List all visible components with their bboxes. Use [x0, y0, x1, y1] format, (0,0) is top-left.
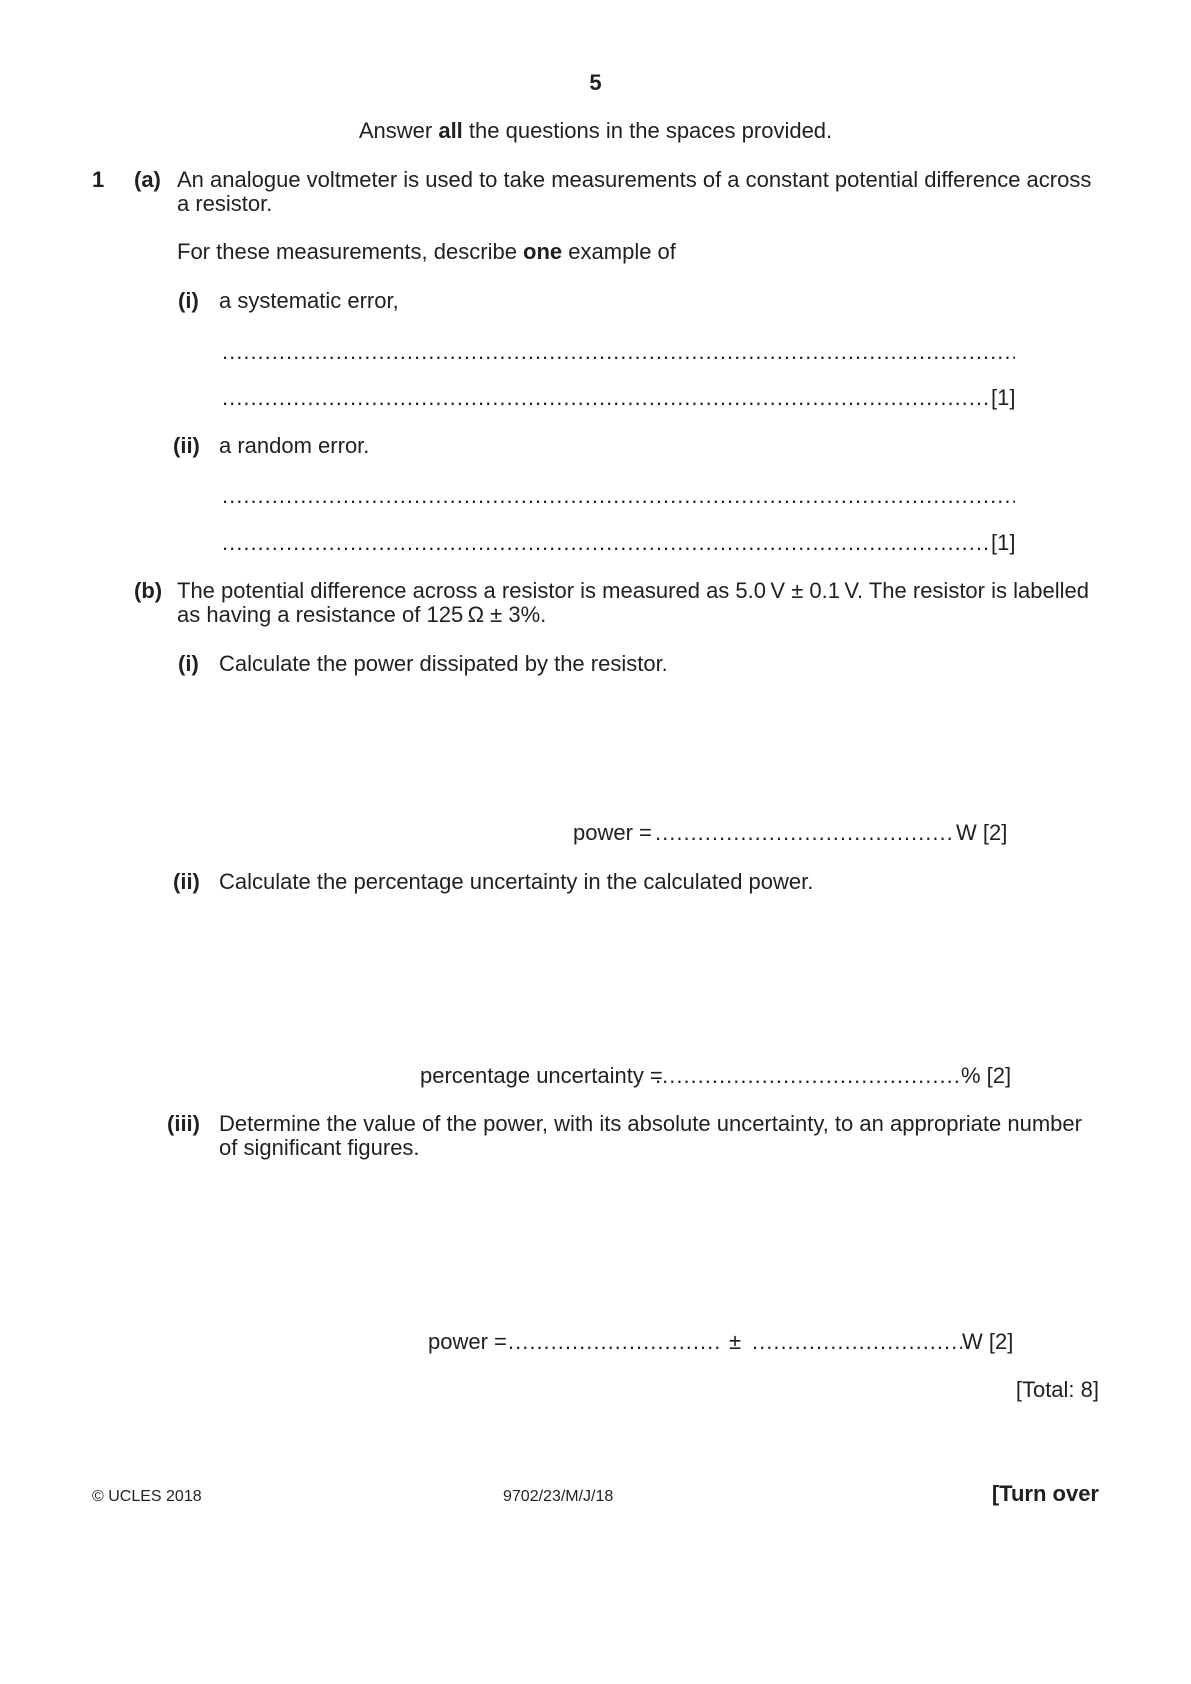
part-a-line2: a resistor. [177, 191, 273, 216]
prompt-pre: For these measurements, describe [177, 239, 524, 264]
answer-label-b-ii: percentage uncertainty = [420, 1063, 663, 1088]
footer-copyright: © UCLES 2018 [92, 1488, 202, 1505]
part-b-line1: The potential difference across a resistor is measured as 5.0 V ± 0.1 V. The resistor is labelled [177, 578, 1089, 603]
total-marks: [Total: 8] [1015, 1377, 1099, 1402]
mark-a-i: [1] [991, 385, 1016, 410]
prompt-post: example of [562, 239, 676, 264]
part-a-ii-label: (ii) [173, 433, 200, 458]
part-b-iii-line2: of significant figures. [219, 1135, 420, 1160]
part-a-i-text: a systematic error, [219, 288, 399, 313]
answer-line-b-i[interactable] [655, 819, 955, 846]
answer-line-b-iii-uncertainty[interactable] [752, 1328, 962, 1355]
part-b-line2: as having a resistance of 125 Ω ± 3%. [177, 602, 547, 627]
unit-b-ii: % [2] [961, 1063, 1012, 1088]
unit-b-i: W [2] [956, 820, 1008, 845]
answer-label-b-i: power = [573, 820, 652, 845]
part-b-iii-line1: Determine the value of the power, with its absolute uncertainty, to an appropriate number [219, 1111, 1082, 1136]
question-number: 1 [92, 167, 105, 192]
instruction-post: the questions in the spaces provided. [462, 118, 833, 143]
part-a-line1: An analogue voltmeter is used to take measurements of a constant potential difference across [177, 167, 1092, 192]
part-b-label: (b) [134, 578, 163, 603]
part-a-prompt [177, 238, 676, 265]
answer-line-a-i-2[interactable] [222, 384, 990, 411]
answer-line-a-ii-1[interactable] [222, 482, 1015, 509]
part-b-iii-label: (iii) [167, 1111, 200, 1136]
part-b-ii-text: Calculate the percentage uncertainty in the calculated power. [219, 869, 814, 894]
unit-b-iii: W [2] [962, 1329, 1014, 1354]
part-b-ii-label: (ii) [173, 869, 200, 894]
answer-line-b-ii[interactable] [655, 1062, 961, 1089]
instruction-bold: all [438, 118, 463, 143]
instruction-pre: Answer [358, 118, 439, 143]
prompt-bold: one [523, 239, 563, 264]
part-b-i-label: (i) [178, 651, 199, 676]
answer-line-b-iii-value[interactable] [508, 1328, 720, 1355]
answer-label-b-iii: power = [428, 1329, 507, 1354]
part-a-i-label: (i) [178, 288, 199, 313]
part-b-i-text: Calculate the power dissipated by the resistor. [219, 651, 668, 676]
instruction [0, 117, 1191, 144]
page-number: 5 [589, 70, 602, 95]
mark-a-ii: [1] [991, 530, 1016, 555]
answer-line-a-i-1[interactable] [222, 338, 1015, 365]
footer-paper-code: 9702/23/M/J/18 [503, 1488, 614, 1505]
footer-turn-over: [Turn over [991, 1481, 1099, 1506]
plus-minus-sign: ± [729, 1329, 742, 1354]
answer-line-a-ii-2[interactable] [222, 529, 990, 556]
part-a-label: (a) [134, 167, 161, 192]
part-a-ii-text: a random error. [219, 433, 370, 458]
